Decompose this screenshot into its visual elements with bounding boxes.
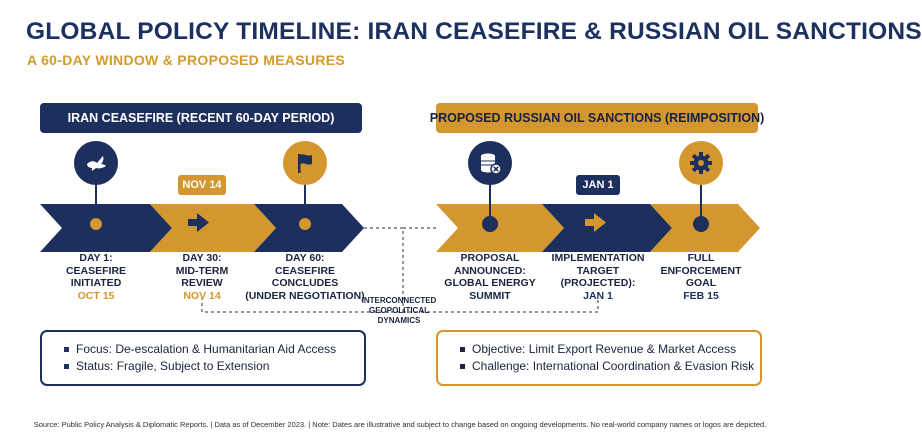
russian-sanctions-header: PROPOSED RUSSIAN OIL SANCTIONS (REIMPOSITION) [436,103,758,133]
milestone-dot-proposal [483,217,497,231]
milestone-label-implementation: IMPLEMENTATION TARGET (PROJECTED): [551,252,645,289]
dove-icon [74,141,118,185]
milestone-date-implementation: JAN 1 [583,290,613,302]
iran-ceasefire-header: IRAN CEASEFIRE (RECENT 60-DAY PERIOD) [40,103,362,133]
milestone-dot-enforcement [694,217,708,231]
page-subtitle: A 60-DAY WINDOW & PROPOSED MEASURES [27,52,346,68]
list-item: Focus: De-escalation & Humanitarian Aid Access [64,341,364,358]
list-item: Challenge: International Coordination & Evasion Risk [460,358,760,375]
chevron-proposal [436,204,564,252]
connector-label: INTERCONNECTED GEOPOLITICAL DYNAMICS [361,296,437,325]
milestone-date-day30: NOV 14 [183,290,221,302]
milestone-label-day30: DAY 30: MID-TERM REVIEW [175,252,229,289]
milestone-dot-day1 [89,217,103,231]
gear-icon [679,141,723,185]
date-flag-nov14: NOV 14 [178,175,226,195]
milestone-dot-day60 [298,217,312,231]
list-item: Status: Fragile, Subject to Extension [64,358,364,375]
date-flag-jan1: JAN 1 [576,175,620,195]
milestone-label-day1: DAY 1: CEASEFIRE INITIATED [65,252,127,289]
sanctions-details-box [436,330,762,386]
milestone-label-day60: DAY 60: CEASEFIRE CONCLUDES (UNDER NEGOTIATION) [245,252,365,302]
list-item: Objective: Limit Export Revenue & Market Access [460,341,760,358]
page-title: GLOBAL POLICY TIMELINE: IRAN CEASEFIRE & RUSSIAN OIL SANCTIONS [26,18,922,45]
milestone-date-day1: OCT 15 [77,290,115,302]
milestone-date-enforcement: FEB 15 [683,290,719,302]
milestone-label-proposal: PROPOSAL ANNOUNCED: GLOBAL ENERGY SUMMIT [444,252,536,302]
flag-icon [283,141,327,185]
chevron-day1 [40,204,172,252]
footer-source-note: Source: Public Policy Analysis & Diplomatic Reports. | Data as of December 2023. | Note: Dates are illustrative and subject to change based on ongoing developments. No real-world company names or logos are depicted. [33,420,767,429]
milestone-label-enforcement: FULL ENFORCEMENT GOAL [660,252,742,289]
iran-details-box [40,330,366,386]
oil-barrel-blocked-icon [468,141,512,185]
